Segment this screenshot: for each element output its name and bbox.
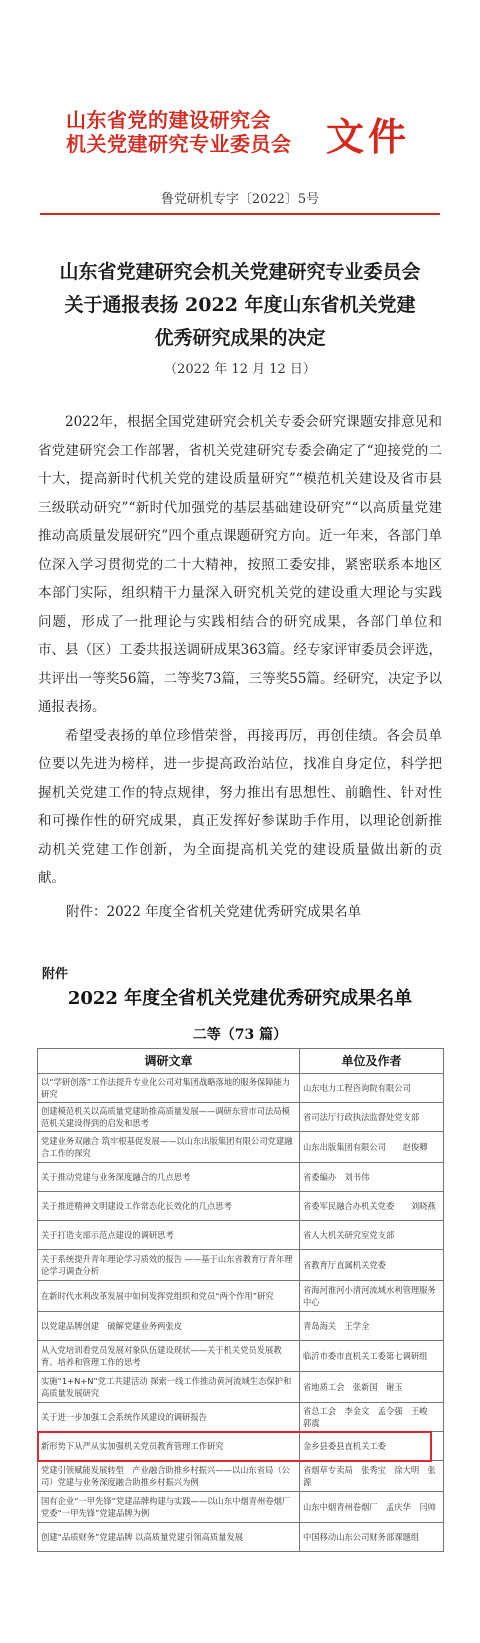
author-cell: 临沂市委市直机关工委第七调研组: [300, 1341, 444, 1372]
table-row: [38, 1250, 444, 1281]
table-row: [38, 1163, 444, 1192]
article-cell: 关于推动党建与业务深度融合的几点思考: [38, 1163, 300, 1192]
author-cell: 省教育厅直属机关党委: [300, 1250, 444, 1281]
table-row: [38, 1221, 444, 1250]
body-paragraph-1: 2022年，根据全国党建研究会机关专委会研究课题安排意见和省党建研究会工作部署，省机关党建研究专委会确定了“迎接党的二十大，提高新时代机关党的建设质量研究”“模范机关建设及省市县三级联动研究”“新时代加强党的基层基础建设研究”“以高质量党建推动高质量发展研究”四个重点课题研究方向。近一年来，各部门单位深入学习贯彻党的二十大精神，按照工委安排，紧密联系本地区本部门实际，组织精干力量深入研究机关党的建设重大理论与实践问题，形成了一批理论与实践相结合的研究成果，各部门单位和市、县（区）工委共报送调研成果363篇。经专家评审委员会评选，共评出一等奖56篇，二等奖73篇，三等奖55篇。经研究，决定予以通报表扬。: [38, 414, 442, 715]
article-cell: 创建模范机关以高质量党建助推高质量发展——调研东营市司法局模范机关建设得到的启发和思考: [38, 1103, 300, 1132]
author-cell: 山东中烟青州卷烟厂 孟庆华 闫帅: [300, 1492, 444, 1523]
table-row: [38, 1372, 444, 1403]
author-cell: 省烟草专卖局 张秀宝 徐大明 张源: [300, 1461, 444, 1492]
article-cell: 新形势下从严从实加强机关党员教育管理工作研究: [38, 1432, 300, 1461]
author-cell: 省人大机关研究室党支部: [300, 1221, 444, 1250]
table-row: [38, 1492, 444, 1523]
title-line-2: 关于通报表扬 2022 年度山东省机关党建: [64, 294, 416, 316]
article-cell: 实施“1+N+N”党工共建活动 探索一线工作推动黄河流域生态保护和高质量发展研究: [38, 1372, 300, 1403]
column-header-article: 调研文章: [38, 1049, 300, 1074]
column-header-unit-author: 单位及作者: [300, 1049, 444, 1074]
table-row: [38, 1132, 444, 1163]
document-header: [0, 0, 480, 175]
title-line-3: 优秀研究成果的决定: [154, 327, 326, 349]
table-row: [38, 1281, 444, 1312]
red-divider-line: [40, 213, 440, 215]
table-row: [38, 1074, 444, 1103]
article-cell: 关于系统提升青年理论学习质效的报告 ——基于山东省教育厅青年理论学习调查分析: [38, 1250, 300, 1281]
article-cell: 党建引领赋能发展转型 产业融合助推乡村振兴——以山东省局（公司）党建与业务深度融合助推乡村振兴为例: [38, 1461, 300, 1492]
article-cell: 创建“品质财务”党建品牌 以高质量党建引领高质量发展: [38, 1523, 300, 1552]
document-body: [38, 408, 442, 893]
title-line-1: 山东省党建研究会机关党建研究专业委员会: [59, 261, 421, 283]
article-cell: 以党建品牌创建 破解党建业务两张皮: [38, 1312, 300, 1341]
table-row: [38, 1192, 444, 1221]
body-paragraph-2: 希望受表扬的单位珍惜荣誉，再接再厉，再创佳绩。各会员单位要以先进为榜样，进一步提高政治站位，找准自身定位，科学把握机关党建工作的特点规律，努力推出有思想性、前瞻性、针对性和可操作性的研究成果，真正发挥好参谋助手作用，以理论创新推动机关党建工作创新，为全面提高机关党的建设质量做出新的贡献。: [38, 727, 442, 886]
issuing-org-line-2: 机关党建研究专业委员会: [66, 132, 292, 156]
table-row-highlighted: [38, 1432, 444, 1461]
attachment-note: 附件：2022 年度全省机关党建优秀研究成果名单: [66, 904, 362, 920]
grade-heading: 二等（73 篇）: [192, 1027, 288, 1043]
author-cell: 省委军民融合办机关党委 刘晓燕: [300, 1192, 444, 1221]
table-row: [38, 1461, 444, 1492]
article-cell: 从入党培训看党员发展对象队伍建设现状——关于机关党员发展教育、培养和管理工作的思考: [38, 1341, 300, 1372]
document-title: [0, 256, 480, 355]
author-cell: 山东出版集团有限公司 赵俊卿: [300, 1132, 444, 1163]
table-row: [38, 1103, 444, 1132]
document-label: 文件: [326, 115, 411, 159]
appendix-label: 附件: [42, 967, 69, 982]
article-cell: 关于打造支部示范点建设的调研思考: [38, 1221, 300, 1250]
table-row: [38, 1523, 444, 1552]
article-cell: 党建业务双融合 筑牢根基促发展——以山东出版集团有限公司党建融合工作的探究: [38, 1132, 300, 1163]
document-number: 鲁党研机专字〔2022〕5号: [160, 192, 320, 207]
author-cell: 省总工会 李金文 孟令强 王峻 郭震: [300, 1403, 444, 1432]
author-cell: 中国移动山东公司财务部课题组: [300, 1523, 444, 1552]
document-date: （2022 年 12 月 12 日）: [164, 362, 316, 377]
article-cell: 在新时代水利改革发展中如何发挥党组织和党员“两个作用”研究: [38, 1281, 300, 1312]
appendix-title: 2022 年度全省机关党建优秀研究成果名单: [67, 988, 413, 1009]
table-header-row: [38, 1049, 444, 1074]
author-cell: 青岛海关 王学全: [300, 1312, 444, 1341]
article-cell: 以“学研创落”工作法提升专业化公司对集团战略落地的服务保障能力研究: [38, 1074, 300, 1103]
issuing-org-line-1: 山东省党的建设研究会: [66, 108, 271, 132]
article-cell: 关于进一步加强工会系统作风建设的调研报告: [38, 1403, 300, 1432]
author-cell: 省委编办 刘书伟: [300, 1163, 444, 1192]
table-row: [38, 1312, 444, 1341]
article-cell: 关于推进精神文明建设工作常态化长效化的几点思考: [38, 1192, 300, 1221]
author-cell: 省司法厅行政执法监督处党支部: [300, 1103, 444, 1132]
author-cell: 省地质工会 张新国 谢玉: [300, 1372, 444, 1403]
table-row: [38, 1403, 444, 1432]
table-row: [38, 1341, 444, 1372]
author-cell: 省海河淮河小清河流域水利管理服务中心: [300, 1281, 444, 1312]
author-cell: 山东电力工程咨询院有限公司: [300, 1074, 444, 1103]
results-table: [37, 1048, 444, 1552]
author-cell: 金乡县委县直机关工委: [300, 1432, 444, 1461]
article-cell: 国有企业“一甲先锋”党建品牌构建与实践——以山东中烟青州卷烟厂党委“一甲先锋”党建品牌为例: [38, 1492, 300, 1523]
